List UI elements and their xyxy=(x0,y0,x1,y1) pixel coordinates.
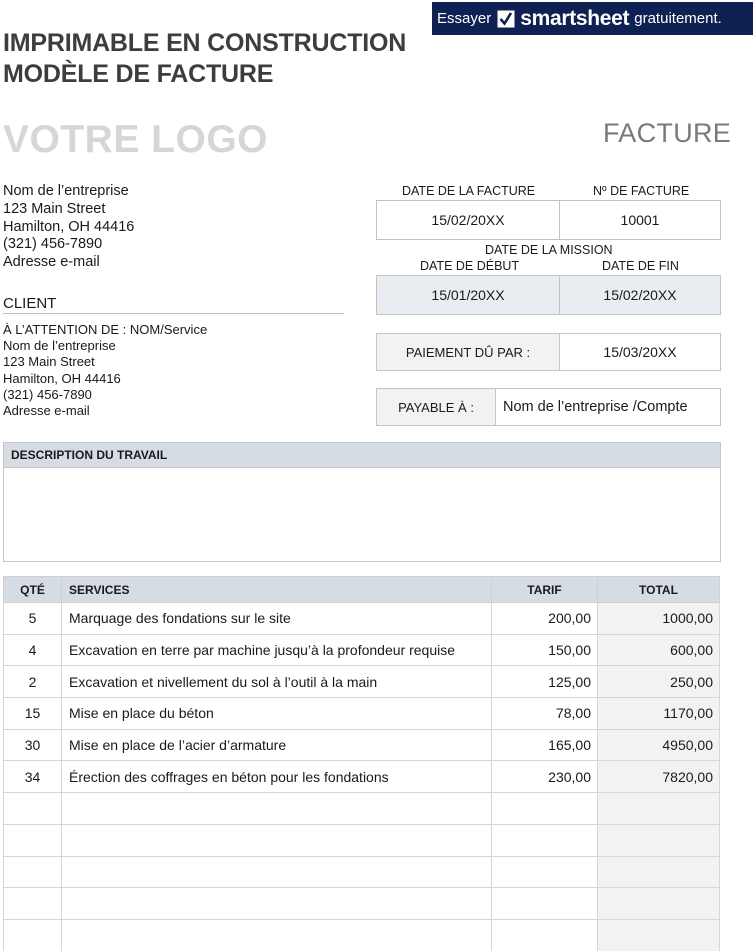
row-service-cell[interactable]: Érection des coffrages en béton pour les fondations xyxy=(62,761,492,793)
end-date-label: DATE DE FIN xyxy=(602,259,679,273)
table-row xyxy=(4,666,720,698)
row-qty-cell[interactable]: 15 xyxy=(4,698,62,730)
document-title xyxy=(3,28,406,90)
end-date-value[interactable]: 15/02/20XX xyxy=(603,287,677,303)
invoice-heading: FACTURE xyxy=(603,118,732,148)
row-service-cell[interactable] xyxy=(62,793,492,825)
row-qty-cell[interactable]: 4 xyxy=(4,634,62,666)
work-description-field[interactable] xyxy=(3,467,721,562)
client-divider xyxy=(3,313,344,314)
row-service-cell[interactable] xyxy=(62,919,492,951)
row-rate-cell[interactable] xyxy=(492,856,598,888)
title-line-2: MODÈLE DE FACTURE xyxy=(3,60,274,88)
row-total-cell[interactable] xyxy=(598,824,720,856)
row-total-cell[interactable] xyxy=(598,793,720,825)
payment-due-label: PAIEMENT DÛ PAR : xyxy=(377,334,560,370)
row-qty-cell[interactable]: 30 xyxy=(4,729,62,761)
payment-due-box xyxy=(376,333,721,371)
work-description-header: DESCRIPTION DU TRAVAIL xyxy=(3,442,721,468)
client-attention: À L’ATTENTION DE : NOM/Service xyxy=(3,322,208,337)
row-rate-cell[interactable] xyxy=(492,793,598,825)
row-service-cell[interactable] xyxy=(62,856,492,888)
table-row xyxy=(4,824,720,856)
qty-header: QTÉ xyxy=(4,577,62,603)
invoice-date-label: DATE DE LA FACTURE xyxy=(402,184,536,198)
client-label: CLIENT xyxy=(3,295,57,312)
row-total-cell[interactable] xyxy=(598,919,720,951)
row-qty-cell[interactable] xyxy=(4,919,62,951)
row-rate-cell[interactable]: 125,00 xyxy=(492,666,598,698)
total-header: TOTAL xyxy=(598,577,720,603)
row-total-cell[interactable]: 250,00 xyxy=(598,666,720,698)
banner-prefix: Essayer xyxy=(437,10,492,27)
row-rate-cell[interactable] xyxy=(492,888,598,920)
smartsheet-trial-banner[interactable] xyxy=(432,2,753,35)
row-rate-cell[interactable]: 150,00 xyxy=(492,634,598,666)
invoice-number-value[interactable]: 10001 xyxy=(620,212,660,228)
company-email: Adresse e-mail xyxy=(3,254,100,271)
payable-to-box xyxy=(376,388,721,426)
row-rate-cell[interactable] xyxy=(492,919,598,951)
services-table-body xyxy=(4,603,720,951)
row-qty-cell[interactable]: 2 xyxy=(4,666,62,698)
table-row xyxy=(4,603,720,635)
row-rate-cell[interactable]: 200,00 xyxy=(492,603,598,635)
company-street: 123 Main Street xyxy=(3,200,106,217)
client-city: Hamilton, OH 44416 xyxy=(3,370,121,386)
table-row xyxy=(4,634,720,666)
start-date-label: DATE DE DÉBUT xyxy=(420,259,520,273)
row-rate-cell[interactable]: 165,00 xyxy=(492,729,598,761)
invoice-date-number-box xyxy=(376,200,721,240)
company-city: Hamilton, OH 44416 xyxy=(3,218,135,235)
row-service-cell[interactable]: Marquage des fondations sur le site xyxy=(62,603,492,635)
row-service-cell[interactable] xyxy=(62,888,492,920)
client-phone: (321) 456-7890 xyxy=(3,386,92,402)
start-date-value[interactable]: 15/01/20XX xyxy=(377,276,560,314)
row-total-cell[interactable] xyxy=(598,856,720,888)
row-rate-cell[interactable]: 78,00 xyxy=(492,698,598,730)
row-service-cell[interactable]: Excavation et nivellement du sol à l’outil à la main xyxy=(62,666,492,698)
logo-placeholder: VOTRE LOGO xyxy=(3,118,269,161)
company-phone: (321) 456-7890 xyxy=(3,236,103,253)
row-qty-cell[interactable] xyxy=(4,824,62,856)
table-row xyxy=(4,856,720,888)
table-row xyxy=(4,761,720,793)
client-street: 123 Main Street xyxy=(3,354,95,370)
client-info xyxy=(3,322,207,419)
company-info xyxy=(3,183,134,272)
client-email: Adresse e-mail xyxy=(3,403,90,419)
mission-dates-box xyxy=(376,275,721,315)
payment-due-value[interactable]: 15/03/20XX xyxy=(603,344,677,360)
table-row xyxy=(4,888,720,920)
banner-suffix: gratuitement. xyxy=(634,10,722,27)
client-name: Nom de l’entreprise xyxy=(3,338,116,354)
row-service-cell[interactable]: Mise en place de l’acier d’armature xyxy=(62,729,492,761)
invoice-number-label: Nº DE FACTURE xyxy=(593,184,690,198)
row-qty-cell[interactable] xyxy=(4,856,62,888)
row-service-cell[interactable] xyxy=(62,824,492,856)
row-total-cell[interactable]: 4950,00 xyxy=(598,729,720,761)
table-row xyxy=(4,698,720,730)
title-line-1: IMPRIMABLE EN CONSTRUCTION xyxy=(3,29,407,57)
payable-to-value[interactable]: Nom de l’entreprise /Compte xyxy=(503,399,688,415)
row-service-cell[interactable]: Excavation en terre par machine jusqu’à la profondeur requise xyxy=(62,634,492,666)
row-total-cell[interactable]: 7820,00 xyxy=(598,761,720,793)
banner-brand: smartsheet xyxy=(520,6,630,30)
smartsheet-check-icon xyxy=(497,10,515,28)
rate-header: TARIF xyxy=(492,577,598,603)
row-rate-cell[interactable] xyxy=(492,824,598,856)
row-qty-cell[interactable]: 5 xyxy=(4,603,62,635)
mission-date-label: DATE DE LA MISSION xyxy=(485,243,613,257)
row-service-cell[interactable]: Mise en place du béton xyxy=(62,698,492,730)
table-row xyxy=(4,919,720,951)
company-name: Nom de l’entreprise xyxy=(3,183,129,199)
table-header-row xyxy=(4,577,720,603)
row-total-cell[interactable]: 1000,00 xyxy=(598,603,720,635)
table-row xyxy=(4,729,720,761)
row-qty-cell[interactable] xyxy=(4,888,62,920)
services-table xyxy=(3,576,720,951)
row-total-cell[interactable]: 1170,00 xyxy=(598,698,720,730)
row-total-cell[interactable] xyxy=(598,888,720,920)
payable-to-label: PAYABLE À : xyxy=(377,389,496,425)
table-row xyxy=(4,793,720,825)
row-rate-cell[interactable]: 230,00 xyxy=(492,761,598,793)
invoice-date-value[interactable]: 15/02/20XX xyxy=(377,201,560,239)
services-header: SERVICES xyxy=(62,577,492,603)
row-total-cell[interactable]: 600,00 xyxy=(598,634,720,666)
row-qty-cell[interactable]: 34 xyxy=(4,761,62,793)
row-qty-cell[interactable] xyxy=(4,793,62,825)
